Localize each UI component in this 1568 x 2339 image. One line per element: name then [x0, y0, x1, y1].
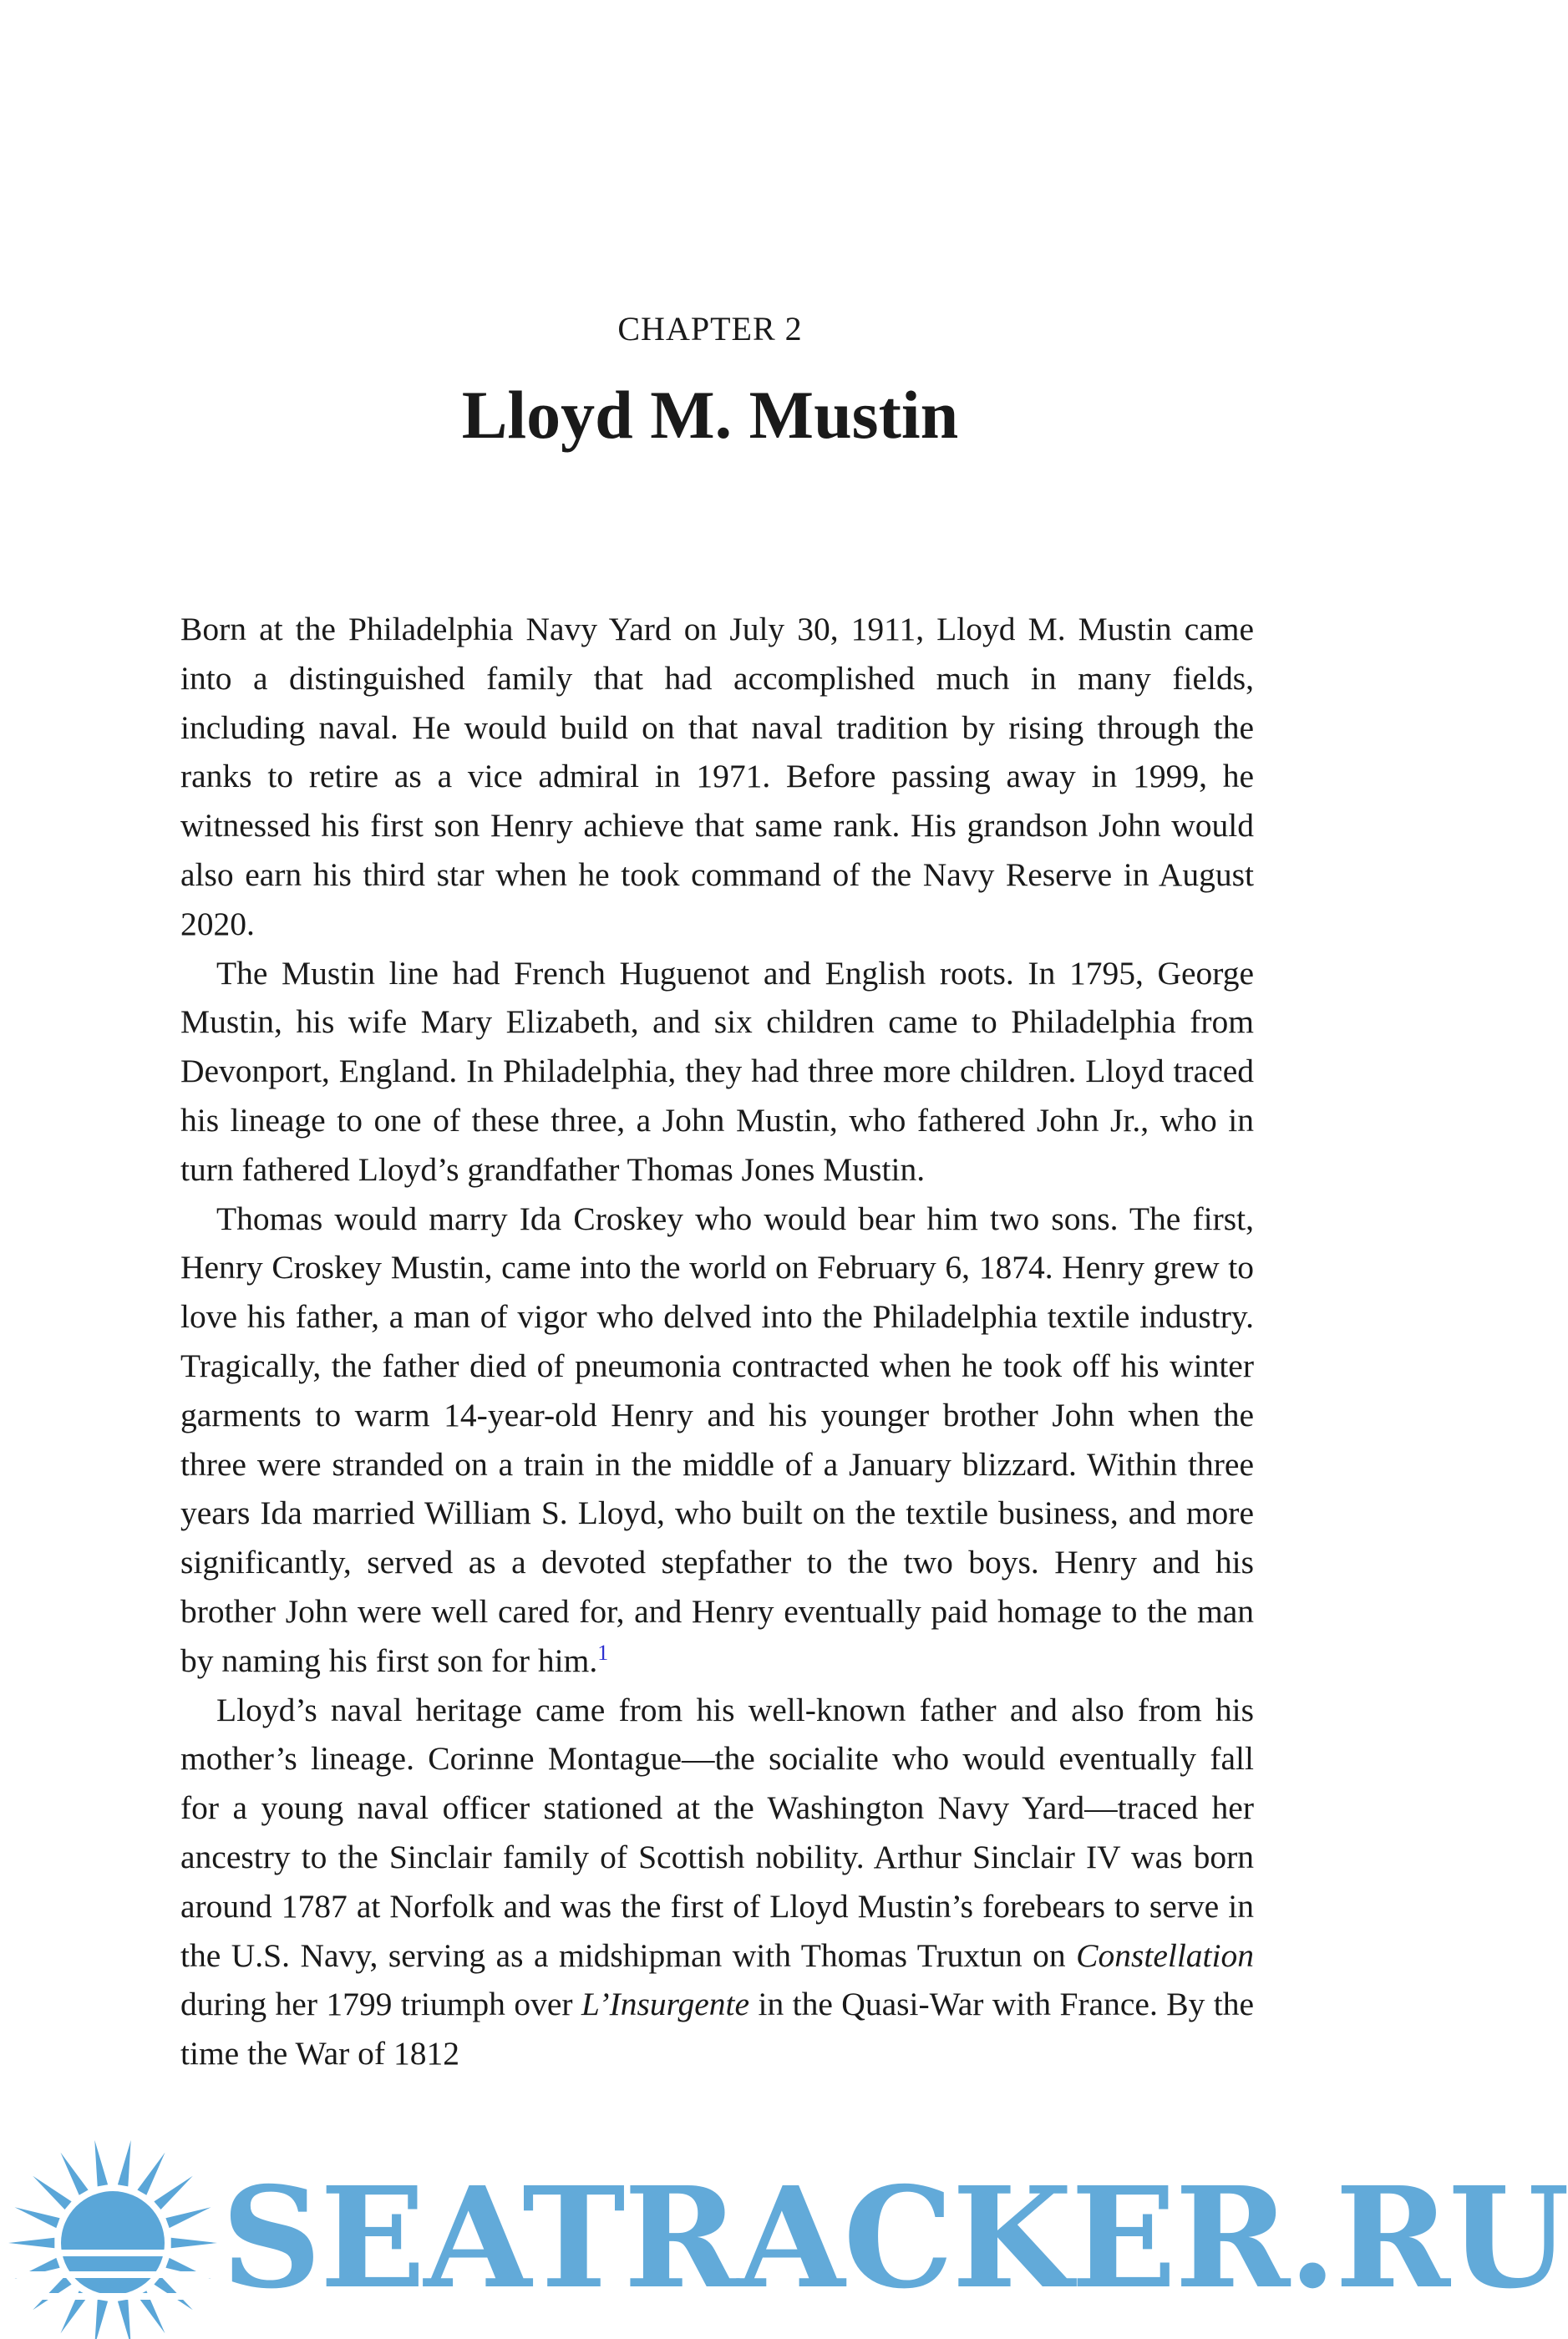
paragraph-text: Born at the Philadelphia Navy Yard on July 30, 1911, Lloyd M. Mustin came into a distinguished family that had accomplished much in many fields, including naval. He would build on that naval tradition by rising through the ranks to retire as a vice admiral in 1971. Before passing away in 1999, he witnessed his first son Henry achieve that same rank. His grandson John would also earn his third star when he took command of the Navy Reserve in August 2020.: [180, 611, 1254, 942]
chapter-title: Lloyd M. Mustin: [461, 377, 959, 453]
sun-ray: [118, 2140, 131, 2187]
sun-stripe: [4, 2250, 221, 2256]
body-text: [180, 605, 1254, 2078]
paragraph-text: The Mustin line had French Huguenot and English roots. In 1795, George Mustin, his wife Mary Elizabeth, and six children came to Philadelphia from Devonport, England. In Philadelphia, they had three more children. Lloyd traced his lineage to one of these three, a John Mustin, who fathered John Jr., who in turn fathered Lloyd’s grandfather Thomas Jones Mustin.: [180, 954, 1254, 1188]
sun-ray: [165, 2207, 211, 2228]
sun-ray: [171, 2238, 217, 2249]
sun-ray: [154, 2176, 192, 2210]
sun-ray: [94, 2300, 108, 2339]
sun-ray: [118, 2300, 131, 2339]
sun-ray: [137, 2153, 165, 2195]
sun-ray: [15, 2207, 60, 2228]
chapter-label: CHAPTER 2: [617, 310, 803, 348]
paragraph: [180, 1195, 1254, 1686]
sun-stripe: [4, 2271, 221, 2278]
sun-ray: [61, 2153, 89, 2195]
italic-title: L’Insurgente: [581, 1986, 750, 2023]
paragraph-text: in the Quasi-War with France. By the time the War of 1812: [180, 1986, 1255, 2073]
paragraph-text: Thomas would marry Ida Croskey who would bear him two sons. The first, Henry Croskey Mustin, came into the world on February 6, 1874. Henry grew to love his father, a man of vigor who delved into the Philadelphia textile industry. Tragically, the father died of pneumonia contracted when he took off his winter garments to warm 14-year-old Henry and his younger brother John when the three were stranded on a train in the middle of a January blizzard. Within three years Ida married William S. Lloyd, who built on the textile business, and more significantly, served as a devoted stepfather to the two boys. Henry and his brother John were well cared for, and Henry eventually paid homage to the man by naming his first son for him.: [180, 1200, 1254, 1679]
paragraph: [180, 1686, 1254, 2078]
sun-ray: [94, 2140, 108, 2187]
sun-ray: [33, 2176, 71, 2210]
footnote-ref[interactable]: 1: [597, 1640, 609, 1665]
italic-title: Constellation: [1076, 1936, 1254, 1974]
paragraph: [180, 949, 1254, 1195]
sun-stripe: [4, 2293, 221, 2300]
sun-ray: [8, 2238, 54, 2249]
paragraph-text: during her 1799 triumph over: [180, 1986, 581, 2023]
watermark-text: SEATRACKER.RU: [221, 2157, 1568, 2320]
paragraph-text: Lloyd’s naval heritage came from his well-known father and also from his mother’s lineage. Corinne Montague—the socialite who would eventually fall for a young naval officer stationed at the Washington Navy Yard—traced her ancestry to the Sinclair family of Scottish nobility. Arthur Sinclair IV was born around 1787 at Norfolk and was the first of Lloyd Mustin’s forebears to serve in the U.S. Navy, serving as a midshipman with Thomas Truxtun on: [180, 1691, 1254, 1974]
paragraph: [180, 605, 1254, 949]
sun-rays-icon: [4, 2140, 221, 2339]
